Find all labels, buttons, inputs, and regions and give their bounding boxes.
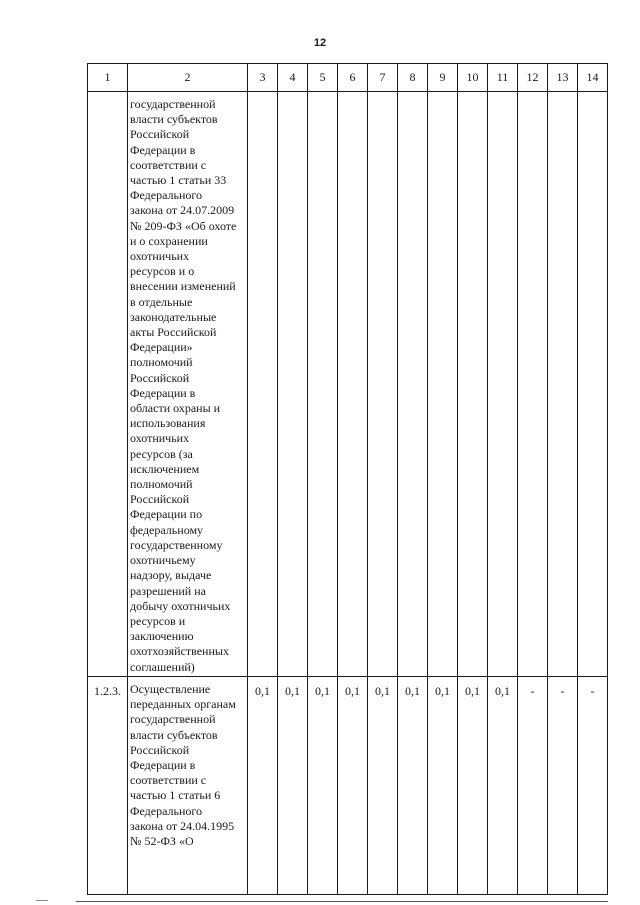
value-cell: - [548, 677, 578, 895]
value-cell: 0,1 [398, 677, 428, 895]
column-header: 13 [548, 64, 578, 92]
column-header: 8 [398, 64, 428, 92]
value-cell [548, 92, 578, 677]
column-header: 11 [488, 64, 518, 92]
column-header: 12 [518, 64, 548, 92]
row-number: 1.2.3. [88, 677, 128, 895]
column-header: 14 [578, 64, 608, 92]
value-cell: 0,1 [428, 677, 458, 895]
column-header: 1 [88, 64, 128, 92]
value-cell [278, 92, 308, 677]
value-cell: 0,1 [488, 677, 518, 895]
page-number: 12 [313, 37, 327, 49]
column-header: 9 [428, 64, 458, 92]
value-cell [578, 92, 608, 677]
value-cell: 0,1 [458, 677, 488, 895]
column-header: 7 [368, 64, 398, 92]
column-header: 4 [278, 64, 308, 92]
data-table [87, 63, 608, 895]
value-cell [488, 92, 518, 677]
value-cell [338, 92, 368, 677]
column-header: 10 [458, 64, 488, 92]
value-cell [428, 92, 458, 677]
row-description-text: государственной власти субъектов Российской Федерации в соответствии с частью 1 статьи 33 Федерального закона от 24.07.2009 № 209-ФЗ «Об охоте и о сохранении охотничьих ресурсов и о внесении изменений в отдельные законодательные акты Российской Федерации» полномочий Российской Федерации в области охраны и использования охотничьих ресурсов (за исключением полномочий Российской Федерации по федеральному государственному охотничьему надзору, выдаче разрешений на добычу охотничьих ресурсов и заключению охотхозяйственных соглашений) [130, 97, 237, 674]
row-description-text: Осуществление переданных органам государственной власти субъектов Российской Федерации в соответствии с частью 1 статьи 6 Федерального закона от 24.04.1995 № 52-ФЗ «О [130, 682, 236, 849]
column-header: 2 [128, 64, 248, 92]
value-cell: - [578, 677, 608, 895]
value-cell [248, 92, 278, 677]
value-cell [368, 92, 398, 677]
table-row [88, 92, 608, 677]
column-header: 5 [308, 64, 338, 92]
column-header: 3 [248, 64, 278, 92]
value-cell [518, 92, 548, 677]
value-cell: 0,1 [308, 677, 338, 895]
table-header-row [88, 64, 608, 92]
value-cell [458, 92, 488, 677]
value-cell: 0,1 [248, 677, 278, 895]
scan-mark [36, 900, 48, 901]
page-bottom-rule [76, 901, 608, 902]
value-cell: - [518, 677, 548, 895]
value-cell: 0,1 [278, 677, 308, 895]
row-number [88, 92, 128, 677]
row-description [128, 92, 248, 677]
row-description [128, 677, 248, 895]
column-header: 6 [338, 64, 368, 92]
table-row [88, 677, 608, 895]
value-cell: 0,1 [368, 677, 398, 895]
value-cell [398, 92, 428, 677]
value-cell [308, 92, 338, 677]
value-cell: 0,1 [338, 677, 368, 895]
